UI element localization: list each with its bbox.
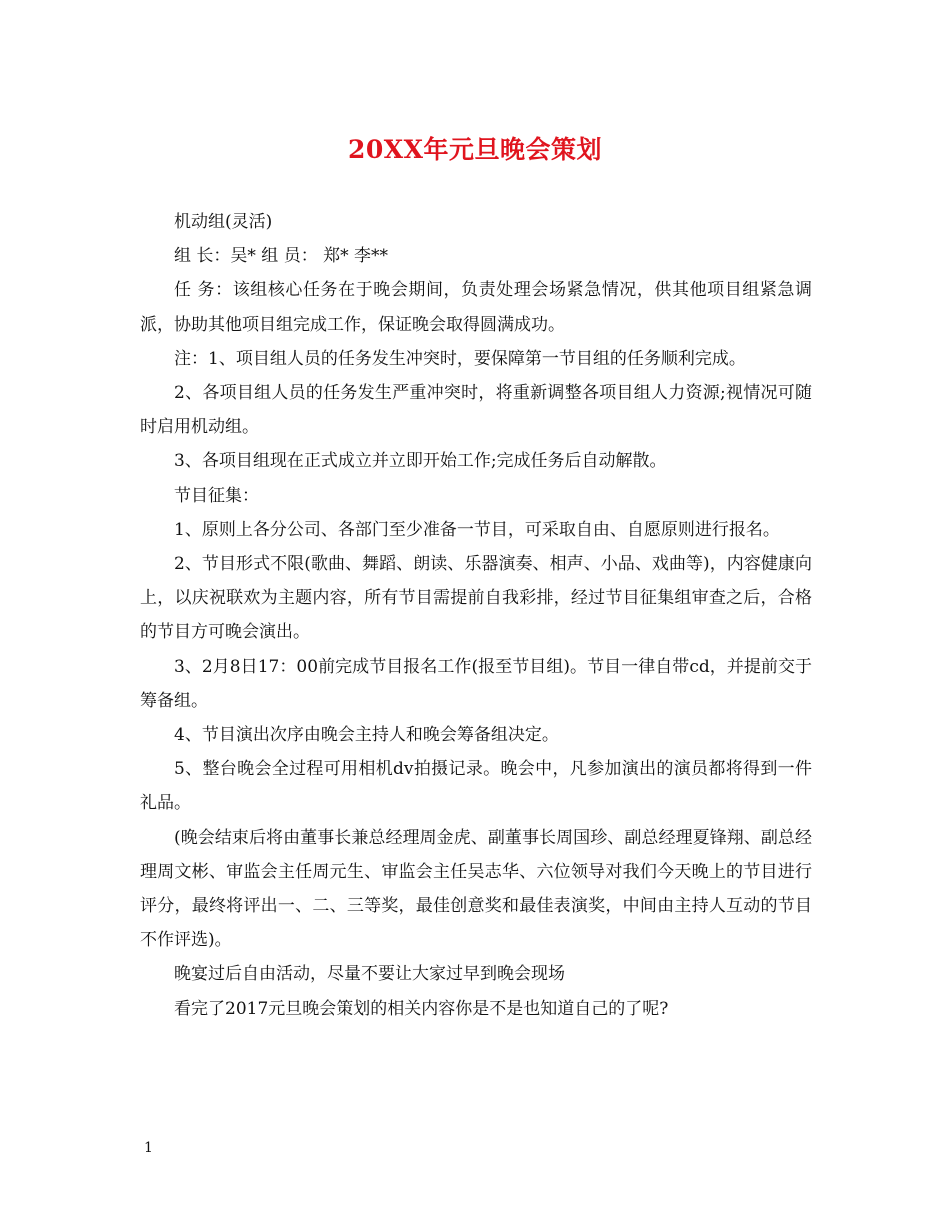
paragraph-note-3: 3、各项目组现在正式成立并立即开始工作;完成任务后自动解散。 xyxy=(174,451,667,472)
paragraph-group-members: 组 长：吴* 组 员： 郑* 李** xyxy=(174,246,389,267)
paragraph-program-heading: 节目征集： xyxy=(174,485,259,506)
paragraph-standby-group: 机动组(灵活) xyxy=(174,212,273,232)
paragraph-task: 任 务：该组核心任务在于晚会期间，负责处理会场紧急情况，供其他项目组紧急调派，协助其他项目组完成工作，保证晚会取得圆满成功。 xyxy=(140,280,812,335)
paragraph-after-dinner: 晚宴过后自由活动，尽量不要让大家过早到晚会现场 xyxy=(174,964,565,985)
document-body xyxy=(140,205,812,1026)
paragraph-program-2: 2、节目形式不限(歌曲、舞蹈、朗读、乐器演奏、相声、小品、戏曲等)，内容健康向上，以庆祝联欢为主题内容，所有节目需提前自我彩排，经过节目征集组审查之后，合格的节目方可晚会演出。 xyxy=(140,554,812,643)
paragraph-closing: 看完了2017元旦晚会策划的相关内容你是不是也知道自己的了呢? xyxy=(174,998,669,1019)
paragraph-program-3: 3、2月8日17：00前完成节目报名工作(报至节目组)。节目一律自带cd，并提前交于筹备组。 xyxy=(140,656,812,711)
paragraph-program-4: 4、节目演出次序由晚会主持人和晚会筹备组决定。 xyxy=(174,725,559,746)
paragraph-note-2: 2、各项目组人员的任务发生严重冲突时，将重新调整各项目组人力资源;视情况可随时启用机动组。 xyxy=(140,383,812,438)
document-title: 20XX年元旦晚会策划 xyxy=(347,135,603,164)
paragraph-program-5: 5、整台晚会全过程可用相机dv拍摄记录。晚会中，凡参加演出的演员都将得到一件礼品。 xyxy=(140,759,812,814)
paragraph-note-1: 注：1、项目组人员的任务发生冲突时，要保障第一节目组的任务顺利完成。 xyxy=(174,348,746,369)
page-number: 1 xyxy=(144,1140,153,1156)
paragraph-program-1: 1、原则上各分公司、各部门至少准备一节目，可采取自由、自愿原则进行报名。 xyxy=(174,519,780,540)
paragraph-judging: (晚会结束后将由董事长兼总经理周金虎、副董事长周国珍、副总经理夏锋翔、副总经理周文彬、审监会主任周元生、审监会主任吴志华、六位领导对我们今天晚上的节目进行评分，最终将评出一、二、三等奖，最佳创意奖和最佳表演奖，中间由主持人互动的节目不作评选)。 xyxy=(140,827,812,951)
